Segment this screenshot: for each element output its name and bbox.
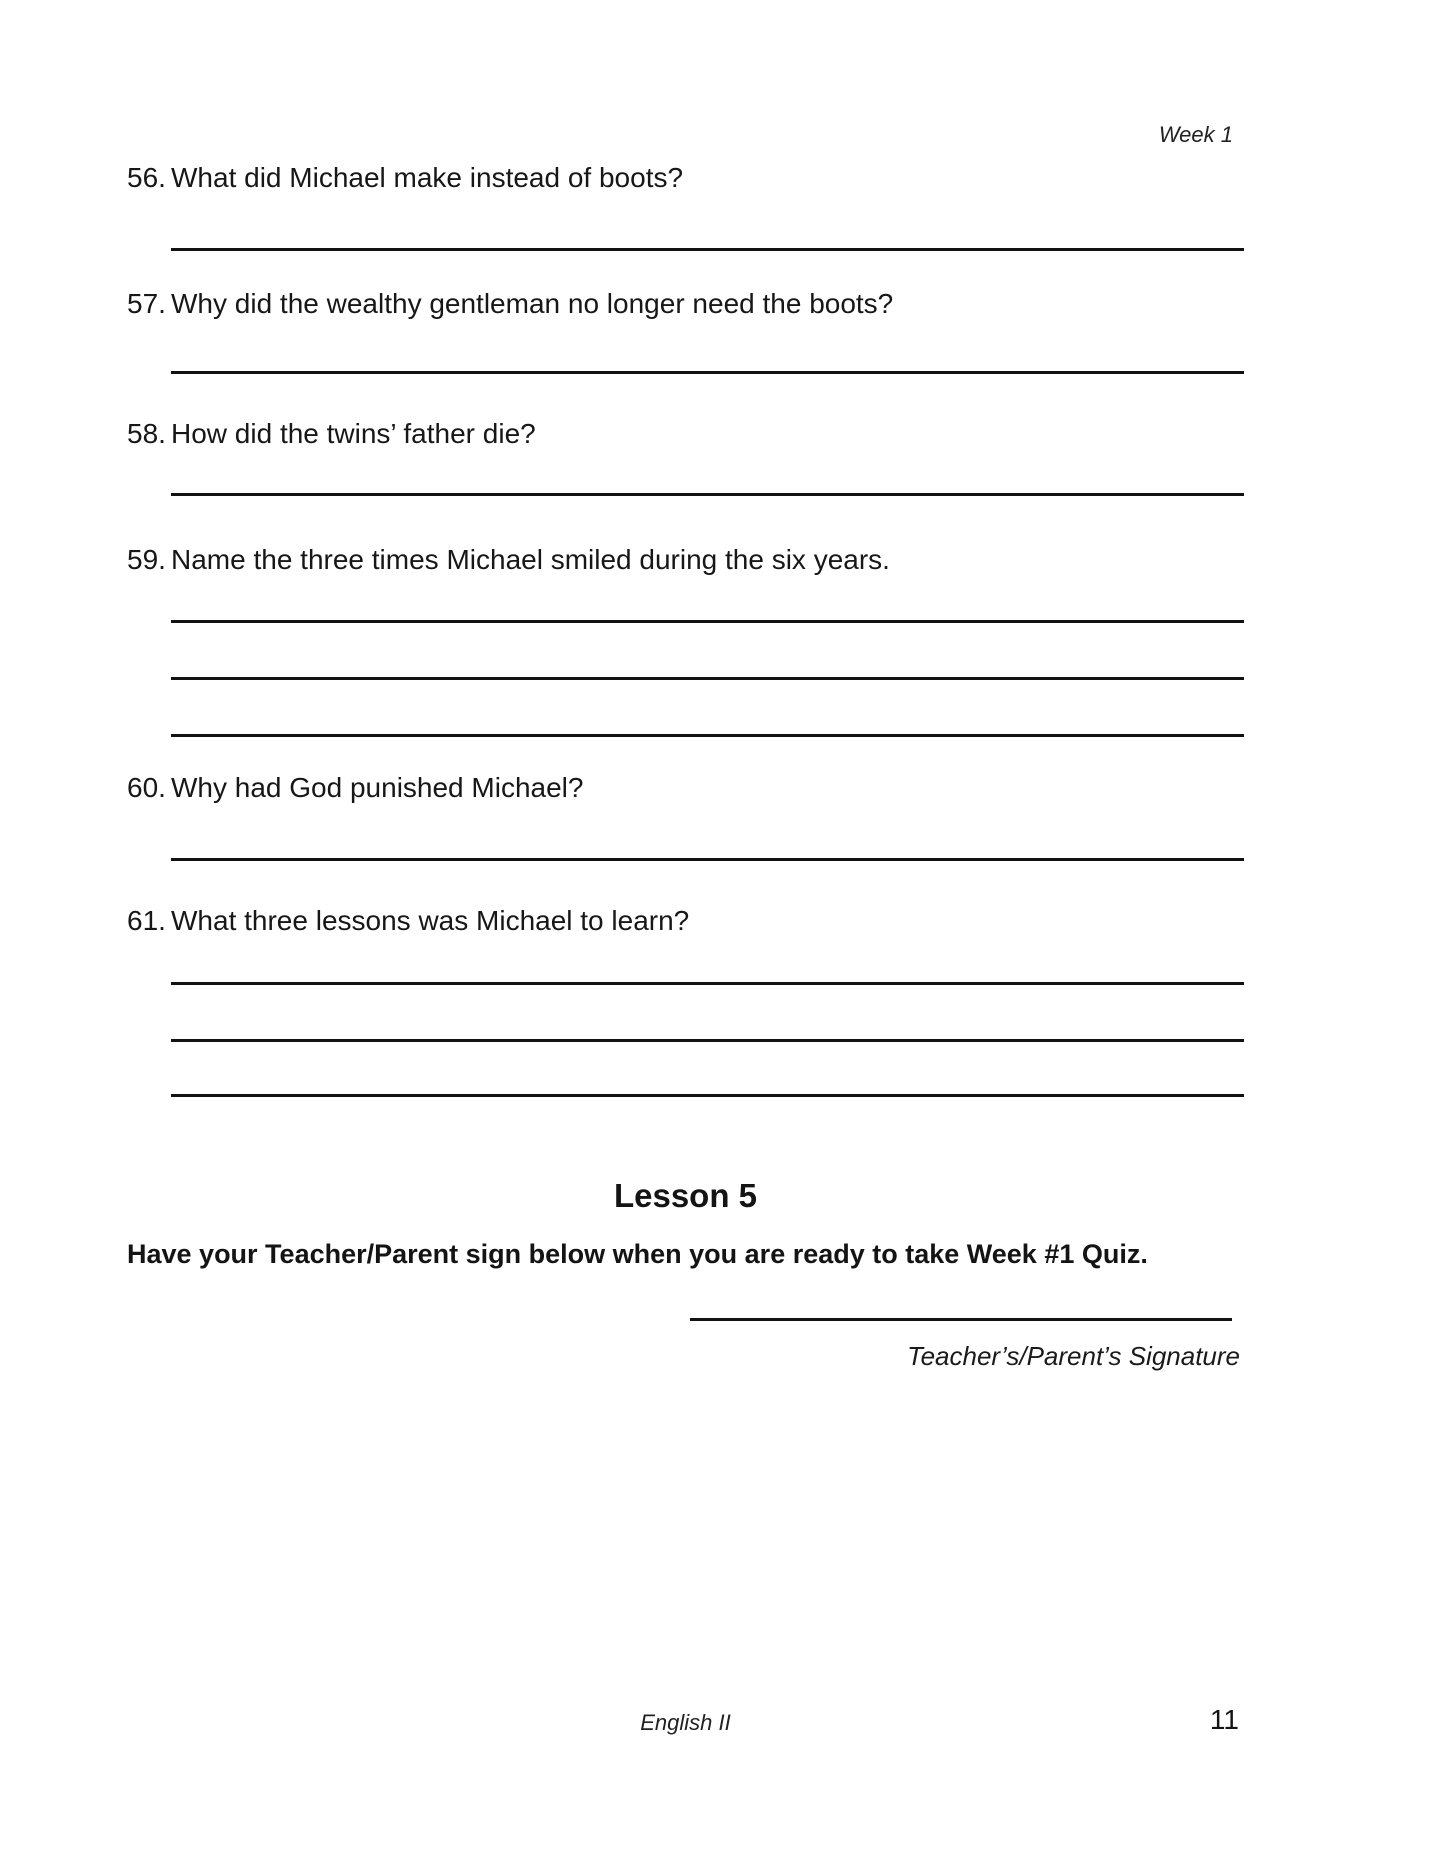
answer-line bbox=[171, 677, 1244, 680]
question-item-58 bbox=[127, 417, 1247, 451]
question-item-60 bbox=[127, 771, 1247, 805]
question-number: 59. bbox=[127, 544, 166, 575]
question-text: Why had God punished Michael? bbox=[171, 772, 584, 803]
question-number: 60. bbox=[127, 772, 166, 803]
question-text: What did Michael make instead of boots? bbox=[171, 162, 684, 193]
question-item-56 bbox=[127, 161, 1247, 195]
answer-line bbox=[171, 493, 1244, 496]
answer-line bbox=[171, 1094, 1244, 1097]
signature-line bbox=[690, 1318, 1232, 1321]
question-item-57 bbox=[127, 287, 1247, 321]
question-text: Name the three times Michael smiled during the six years. bbox=[171, 544, 890, 575]
week-label: Week 1 bbox=[1158, 122, 1233, 147]
answer-line bbox=[171, 858, 1244, 861]
question-text: Why did the wealthy gentleman no longer need the boots? bbox=[171, 288, 894, 319]
answer-line bbox=[171, 734, 1244, 737]
answer-line bbox=[171, 248, 1244, 251]
answer-line bbox=[171, 1039, 1244, 1042]
question-text: How did the twins’ father die? bbox=[171, 418, 536, 449]
signature-label: Teacher’s/Parent’s Signature bbox=[907, 1341, 1240, 1371]
question-item-59 bbox=[127, 543, 1247, 577]
question-number: 61. bbox=[127, 905, 166, 936]
question-item-61 bbox=[127, 904, 1247, 938]
question-number: 56. bbox=[127, 162, 166, 193]
question-number: 57. bbox=[127, 288, 166, 319]
answer-line bbox=[171, 371, 1244, 374]
question-number: 58. bbox=[127, 418, 166, 449]
lesson-heading: Lesson 5 bbox=[613, 1177, 758, 1214]
signature-instruction: Have your Teacher/Parent sign below when you are ready to take Week #1 Quiz. bbox=[127, 1239, 1148, 1269]
footer-page-number: 11 bbox=[1209, 1704, 1239, 1735]
question-text: What three lessons was Michael to learn? bbox=[171, 905, 690, 936]
answer-line bbox=[171, 620, 1244, 623]
footer-course: English II bbox=[640, 1710, 731, 1735]
answer-line bbox=[171, 982, 1244, 985]
